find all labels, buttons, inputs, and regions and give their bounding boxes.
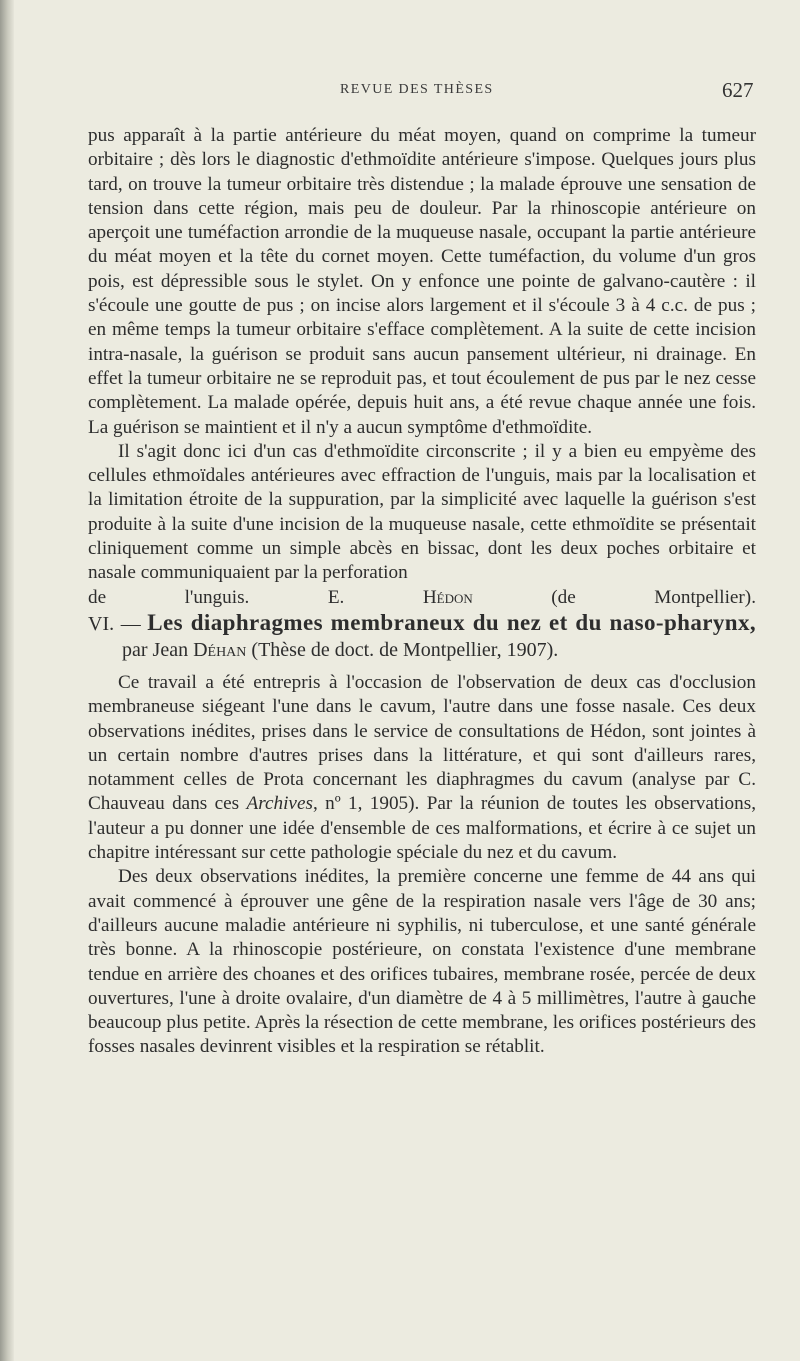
signature-place: (de Montpellier). <box>551 586 756 608</box>
section-source: (Thèse de doct. de Montpellier, 1907). <box>251 638 559 661</box>
section-number: VI. — <box>88 612 141 635</box>
page-spine-shadow <box>0 0 14 1361</box>
section-title: Les diaphragmes membraneux du nez et du naso-pharynx, <box>147 609 756 635</box>
page-number: 627 <box>722 78 754 102</box>
paragraph-2-end: de l'unguis. <box>88 586 250 608</box>
section-author: Déhan <box>193 638 247 661</box>
paragraph-1: pus apparaît à la partie antérieure du méat moyen, quand on comprime la tumeur orbitaire ; dès lors le diagnostic d'ethmoïdite antérieure s'impose. Quelques jours plus tard, on trouve la tumeur orbitaire très distendue ; la malade éprouve une sensation de tension dans cette région, mais peu de douleur. Par la rhinoscopie antérieure on aperçoit une tuméfaction arrondie de la muqueuse nasale, occupant la partie antérieure du méat moyen et la tête du cornet moyen. Cette tuméfaction, du volume d'un gros pois, est dépressible sous le stylet. On y enfonce une pointe de galvano-cautère : il s'écoule une goutte de pus ; on incise alors largement et il s'écoule 3 à 4 c.c. de pus ; en même temps la tumeur orbitaire s'efface complètement. A la suite de cette incision intra-nasale, la guérison se produit sans aucun pansement ultérieur, ni drainage. En effet la tumeur orbitaire ne se reproduit pas, et tout écoulement de pus par le nez cesse complètement. La malade opérée, depuis huit ans, a été revue chaque année une fois. La guérison se maintient et il n'y a aucun symptôme d'ethmoïdite. <box>88 125 756 438</box>
signature-initial: E. <box>327 586 345 608</box>
article-body <box>88 124 756 1060</box>
signature-author: Hédon <box>422 586 473 608</box>
paragraph-2: Il s'agit donc ici d'un cas d'ethmoïdite circonscrite ; il y a bien eu empyème des cellules ethmoïdales antérieures avec effraction de l'unguis, mais par la localisation et la limitation étroite de la suppuration, par la simplicité avec laquelle la guérison s'est produite à la suite d'une incision de la muqueuse nasale, cette ethmoïdite se présentait cliniquement comme un simple abcès en bissac, dont les deux poches orbitaire et nasale communiquaient par la perforation <box>88 440 756 584</box>
paragraph-3-part-b: , nº 1, 1905). Par la réunion de toutes les observations, l'auteur a pu donner une idée d'ensemble de ces malformations, et écrire à ce sujet un chapitre intéressant sur cette pathologie spéciale du nez et du cavum. <box>88 793 756 864</box>
journal-title: Archives <box>246 793 313 815</box>
section-by: par Jean <box>122 638 189 661</box>
paragraph-3 <box>88 671 756 865</box>
section-heading <box>88 610 756 663</box>
paragraph-3-part-a: Ce travail a été entrepris à l'occasion de l'observation de deux cas d'occlusion membraneuse siégeant l'une dans le cavum, l'autre dans une fosse nasale. Ces deux observations inédites, prises dans le service de consultations de Hédon, sont jointes à un certain nombre d'autres prises dans la littérature, et qui sont d'ailleurs rares, notamment celles de Prota concernant les diaphragmes du cavum (analyse par C. Chauveau dans ces <box>88 671 756 815</box>
running-header: REVUE DES THÈSES <box>340 82 494 97</box>
paragraph-4: Des deux observations inédites, la première concerne une femme de 44 ans qui avait commencé à éprouver une gêne de la respiration nasale vers l'âge de 30 ans; d'ailleurs aucune maladie antérieure ni syphilis, ni tuberculose, et une santé générale très bonne. A la rhinoscopie postérieure, on constata l'existence d'une membrane tendue en arrière des choanes et des orifices tubaires, membrane rosée, percée de deux ouvertures, l'une à droite ovalaire, d'un diamètre de 4 à 5 millimètres, l'autre à gauche beaucoup plus petite. Après la résection de cette membrane, les orifices postérieurs des fosses nasales devinrent visibles et la respiration se rétablit. <box>88 866 756 1058</box>
signature-line <box>88 586 756 610</box>
